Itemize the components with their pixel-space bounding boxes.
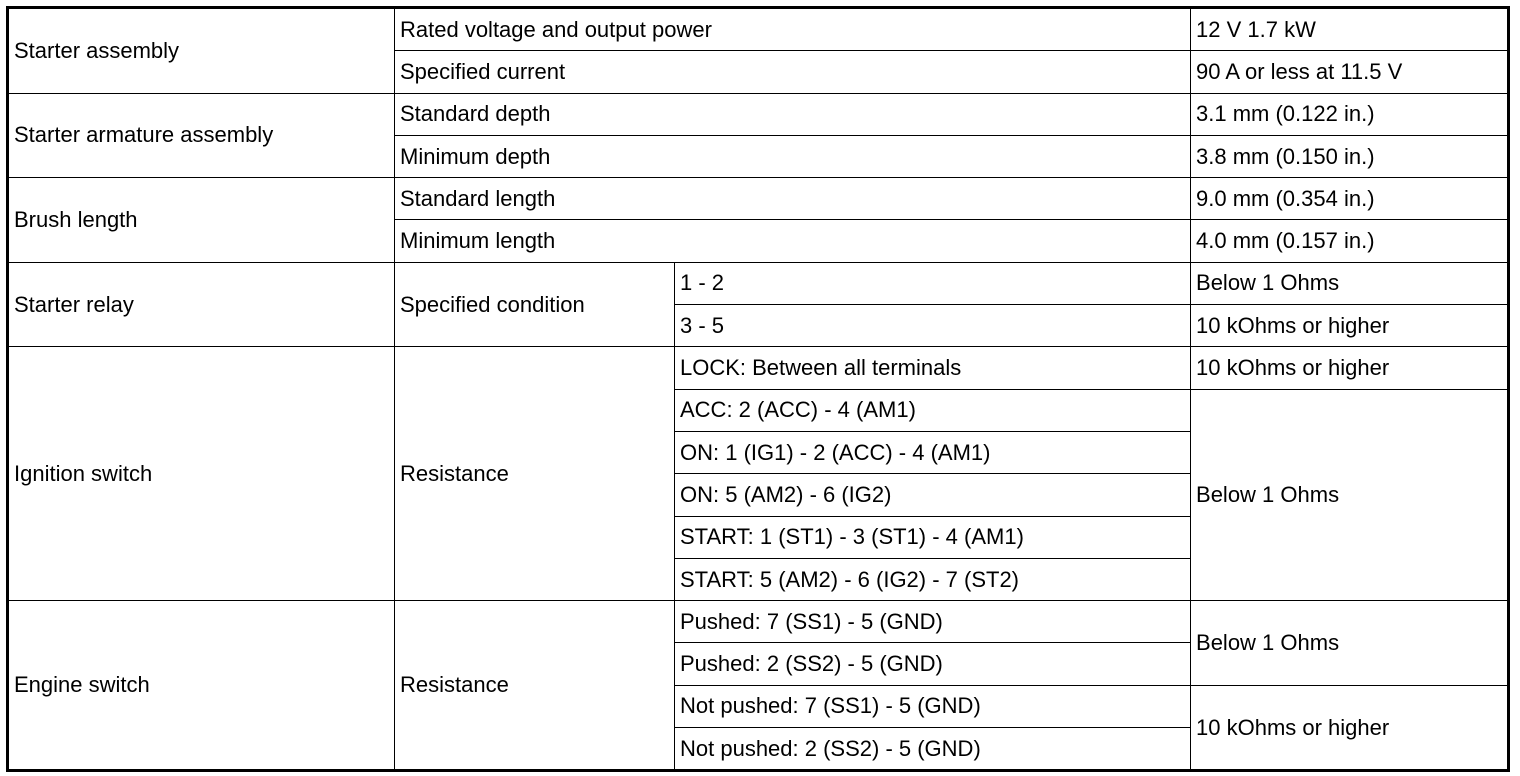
table-row (8, 178, 1509, 220)
condition-cell: 1 - 2 (675, 262, 1191, 304)
item-cell: Engine switch (8, 601, 395, 771)
condition-cell: START: 5 (AM2) - 6 (IG2) - 7 (ST2) (675, 558, 1191, 600)
parameter-cell: Standard length (395, 178, 1191, 220)
condition-cell: LOCK: Between all terminals (675, 347, 1191, 389)
item-cell: Starter relay (8, 262, 395, 347)
parameter-cell: Minimum length (395, 220, 1191, 262)
condition-cell: 3 - 5 (675, 305, 1191, 347)
value-cell: 3.8 mm (0.150 in.) (1191, 135, 1509, 177)
condition-cell: Pushed: 2 (SS2) - 5 (GND) (675, 643, 1191, 685)
parameter-cell: Standard depth (395, 93, 1191, 135)
table-row (8, 93, 1509, 135)
item-cell: Starter assembly (8, 8, 395, 94)
parameter-cell: Minimum depth (395, 135, 1191, 177)
condition-cell: Not pushed: 2 (SS2) - 5 (GND) (675, 728, 1191, 771)
item-cell: Ignition switch (8, 347, 395, 601)
value-cell: 10 kOhms or higher (1191, 347, 1509, 389)
value-cell: 4.0 mm (0.157 in.) (1191, 220, 1509, 262)
table-row (8, 8, 1509, 51)
condition-cell: ON: 5 (AM2) - 6 (IG2) (675, 474, 1191, 516)
value-cell: 10 kOhms or higher (1191, 305, 1509, 347)
condition-cell: Pushed: 7 (SS1) - 5 (GND) (675, 601, 1191, 643)
condition-cell: ON: 1 (IG1) - 2 (ACC) - 4 (AM1) (675, 431, 1191, 473)
parameter-cell: Resistance (395, 347, 675, 601)
parameter-cell: Specified condition (395, 262, 675, 347)
item-cell: Brush length (8, 178, 395, 263)
specifications-table (6, 6, 1510, 772)
parameter-cell: Rated voltage and output power (395, 8, 1191, 51)
condition-cell: ACC: 2 (ACC) - 4 (AM1) (675, 389, 1191, 431)
table-row (8, 601, 1509, 643)
item-cell: Starter armature assembly (8, 93, 395, 178)
table-row (8, 262, 1509, 304)
value-cell: 9.0 mm (0.354 in.) (1191, 178, 1509, 220)
value-cell: Below 1 Ohms (1191, 262, 1509, 304)
table-row (8, 347, 1509, 389)
value-cell: 90 A or less at 11.5 V (1191, 51, 1509, 93)
condition-cell: Not pushed: 7 (SS1) - 5 (GND) (675, 685, 1191, 727)
value-cell: 10 kOhms or higher (1191, 685, 1509, 771)
condition-cell: START: 1 (ST1) - 3 (ST1) - 4 (AM1) (675, 516, 1191, 558)
value-cell: 12 V 1.7 kW (1191, 8, 1509, 51)
parameter-cell: Resistance (395, 601, 675, 771)
value-cell: 3.1 mm (0.122 in.) (1191, 93, 1509, 135)
parameter-cell: Specified current (395, 51, 1191, 93)
value-cell: Below 1 Ohms (1191, 601, 1509, 686)
value-cell: Below 1 Ohms (1191, 389, 1509, 600)
